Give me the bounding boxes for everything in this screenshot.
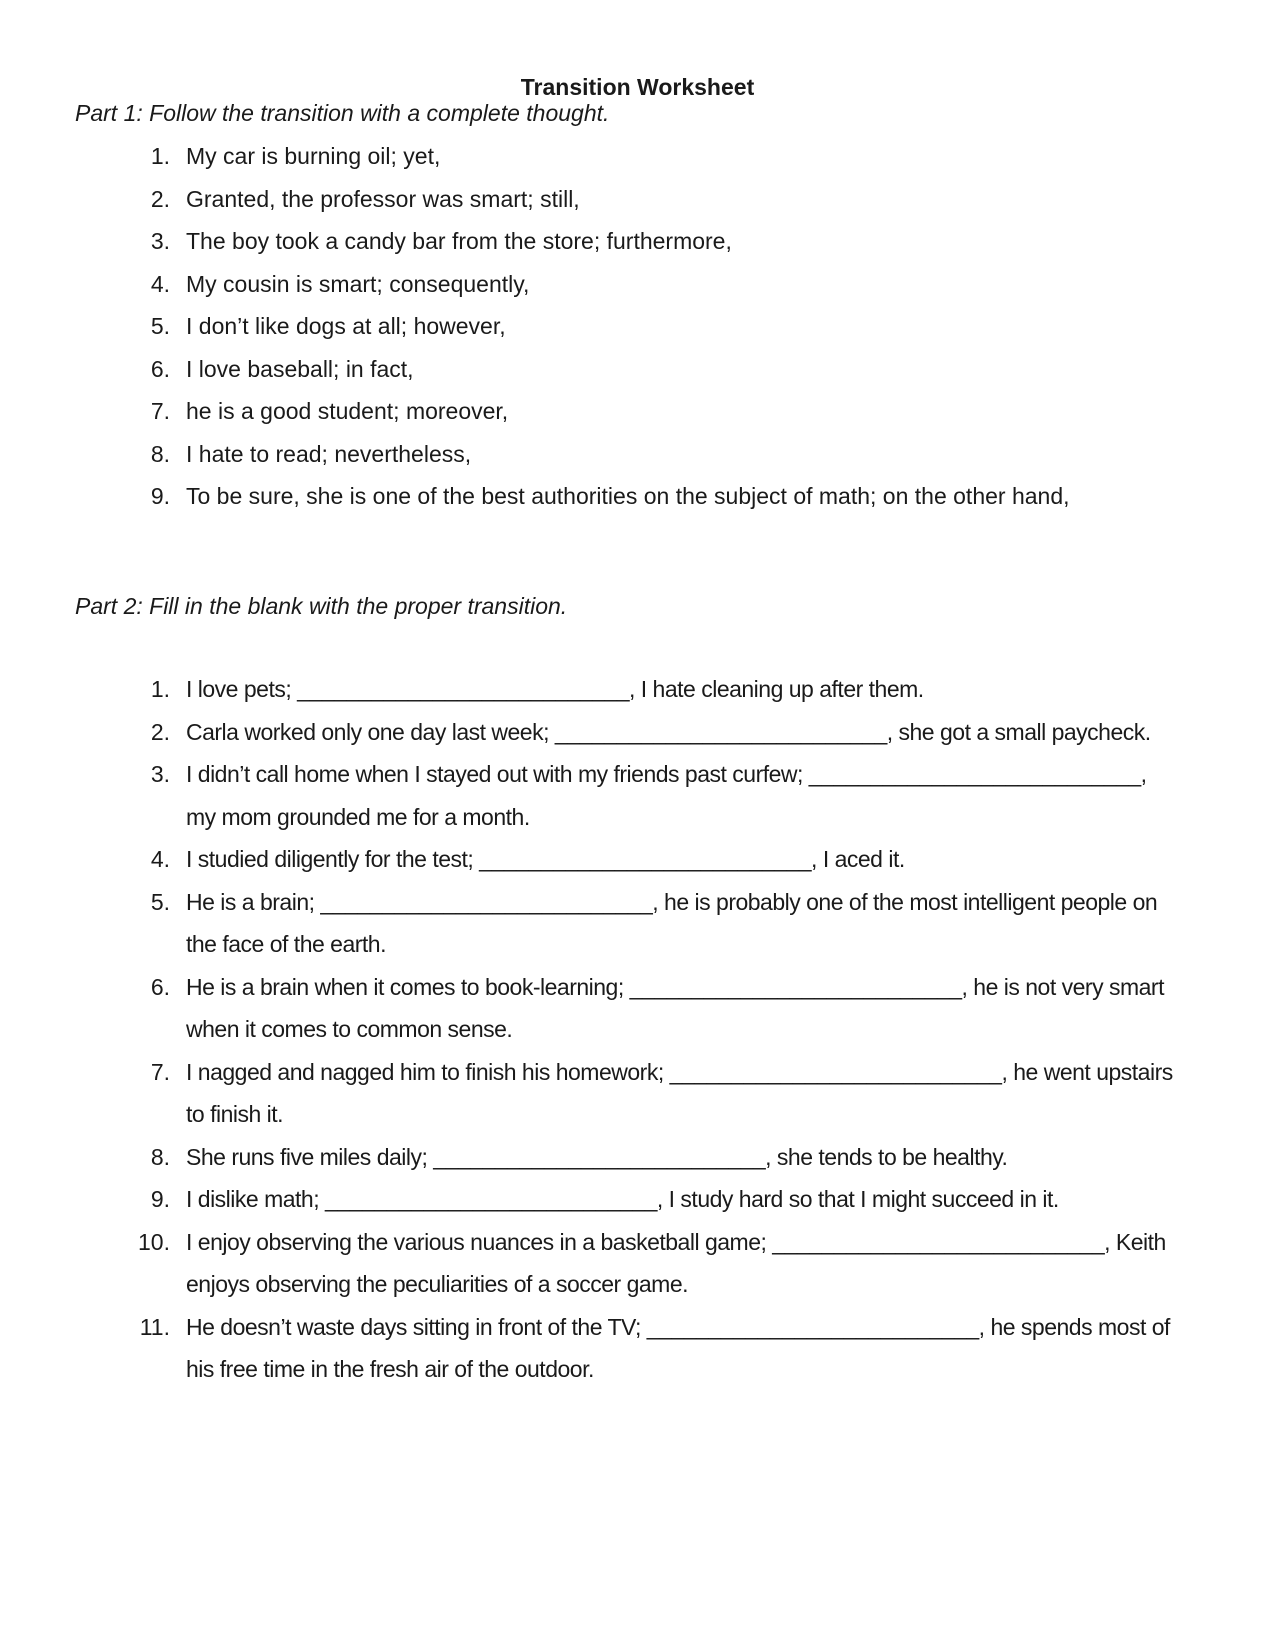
item-number: 5.: [150, 888, 170, 915]
item-text: My car is burning oil; yet,: [186, 143, 441, 169]
item-number: 6.: [150, 973, 170, 1000]
part1-heading: Part 1: Follow the transition with a complete thought.: [75, 100, 610, 126]
item-text: Granted, the professor was smart; still,: [186, 185, 580, 212]
item-number: 1.: [150, 676, 170, 702]
item-text: He is a brain when it comes to book-learning; ___________________________, he is not very smart when it comes to common sense.: [186, 973, 1164, 1042]
item-text: I nagged and nagged him to finish his homework; ___________________________, he went upstairs to finish it.: [186, 1058, 1173, 1127]
item-text: I love baseball; in fact,: [186, 355, 414, 382]
item-text: I didn’t call home when I stayed out with my friends past curfew; ___________________________, my mom grounded me for a month.: [186, 761, 1147, 830]
list-item: [0, 1178, 1176, 1221]
list-item: [0, 390, 1176, 433]
part2-heading: Part 2: Fill in the blank with the proper transition.: [75, 593, 568, 619]
item-text: The boy took a candy bar from the store; furthermore,: [186, 228, 732, 254]
item-number: 8.: [150, 1143, 170, 1170]
list-item: [0, 753, 1176, 838]
item-text: I dislike math; ___________________________, I study hard so that I might succeed in it.: [186, 1186, 1059, 1212]
item-text: I don’t like dogs at all; however,: [186, 313, 506, 339]
list-item: [0, 711, 1176, 754]
part2-list: [0, 668, 1176, 1391]
item-number: 2.: [150, 185, 170, 212]
item-number: 8.: [150, 440, 170, 467]
list-item: [0, 668, 1176, 711]
item-text: he is a good student; moreover,: [186, 398, 509, 424]
item-text: She runs five miles daily; ___________________________, she tends to be healthy.: [186, 1143, 1008, 1170]
item-number: 5.: [150, 313, 170, 339]
list-item: [0, 881, 1176, 966]
list-item: [0, 475, 1176, 518]
list-item: [0, 1221, 1176, 1306]
item-number: 9.: [150, 1186, 170, 1212]
list-item: [0, 178, 1176, 221]
item-number: 6.: [150, 355, 170, 382]
item-text: My cousin is smart; consequently,: [186, 270, 530, 297]
item-number: 7.: [150, 1058, 170, 1085]
item-number: 3.: [150, 228, 170, 254]
list-item: [0, 966, 1176, 1051]
item-text: I hate to read; nevertheless,: [186, 440, 472, 467]
item-text: I enjoy observing the various nuances in a basketball game; ___________________________, Keith enjoys observing the peculiarities of a soccer game.: [186, 1228, 1166, 1297]
item-number: 9.: [150, 483, 170, 509]
list-item: [0, 305, 1176, 348]
part1-list: [0, 135, 1176, 518]
item-number: 1.: [150, 143, 170, 169]
item-text: He is a brain; ___________________________, he is probably one of the most intelligent people on the face of the earth.: [186, 888, 1158, 957]
list-item: [0, 1306, 1176, 1391]
list-item: [0, 263, 1176, 306]
list-item: [0, 135, 1176, 178]
item-text: I studied diligently for the test; ___________________________, I aced it.: [186, 846, 905, 872]
item-number: 10.: [138, 1228, 170, 1255]
worksheet-title: Transition Worksheet: [520, 74, 755, 100]
list-item: [0, 1136, 1176, 1179]
item-number: 7.: [150, 398, 170, 424]
item-number: 4.: [150, 846, 170, 872]
item-number: 2.: [150, 718, 170, 745]
item-number: 4.: [150, 270, 170, 297]
list-item: [0, 220, 1176, 263]
list-item: [0, 838, 1176, 881]
list-item: [0, 1051, 1176, 1136]
item-text: Carla worked only one day last week; ___________________________, she got a small paycheck.: [186, 718, 1151, 745]
item-number: 3.: [150, 761, 170, 787]
item-text: I love pets; ___________________________, I hate cleaning up after them.: [186, 676, 924, 702]
item-text: To be sure, she is one of the best authorities on the subject of math; on the other hand,: [186, 483, 1070, 509]
item-text: He doesn’t waste days sitting in front of the TV; ___________________________, he spends most of his free time in the fresh air of the outdoor.: [186, 1313, 1170, 1382]
list-item: [0, 433, 1176, 476]
item-number: 11.: [139, 1313, 170, 1340]
list-item: [0, 348, 1176, 391]
